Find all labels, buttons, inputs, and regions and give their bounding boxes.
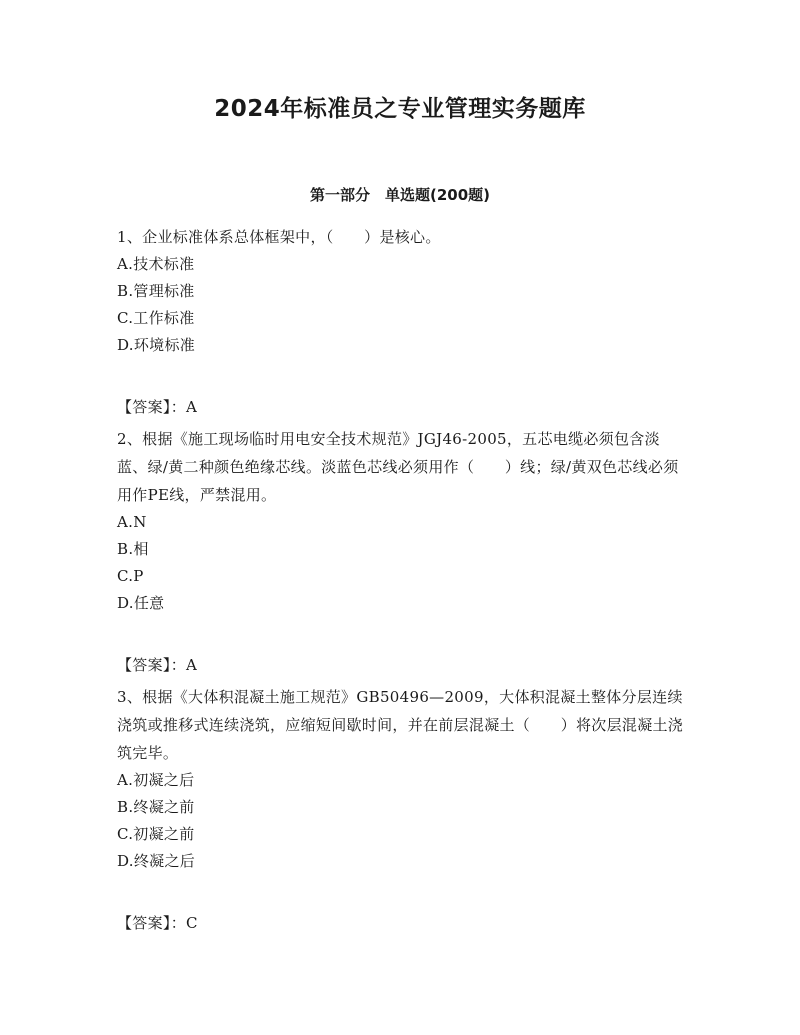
- answer-line: 【答案】：A: [117, 656, 198, 674]
- option-list: [117, 767, 687, 875]
- answer-line: 【答案】：C: [117, 914, 198, 932]
- question-stem: 3、根据《大体积混凝土施工规范》GB50496—2009，大体积混凝土整体分层连续浇筑或推移式连续浇筑，应缩短间歇时间，并在前层混凝土（ ）将次层混凝土浇筑完毕。: [117, 688, 684, 762]
- option-c: C.初凝之前: [117, 825, 195, 843]
- option-d: D.环境标准: [117, 336, 196, 354]
- option-list: [117, 509, 687, 617]
- question-1: [117, 223, 687, 419]
- answer-line: 【答案】：A: [117, 398, 198, 416]
- question-3: [117, 683, 687, 935]
- option-b: B.管理标准: [117, 282, 195, 300]
- option-b: B.终凝之前: [117, 798, 195, 816]
- option-b: B.相: [117, 540, 149, 558]
- section-heading: 第一部分 单选题(200题): [309, 186, 491, 204]
- option-a: A.初凝之后: [117, 771, 195, 789]
- option-c: C.P: [117, 567, 144, 585]
- question-stem: 1、企业标准体系总体框架中，（ ）是核心。: [117, 228, 441, 246]
- option-d: D.终凝之后: [117, 852, 196, 870]
- document-title: 2024年标准员之专业管理实务题库: [214, 96, 586, 122]
- option-list: [117, 251, 687, 359]
- question-stem: 2、根据《施工现场临时用电安全技术规范》JGJ46-2005，五芯电缆必须包含淡蓝、绿/黄二种颜色绝缘芯线。淡蓝色芯线必须用作（ ）线；绿/黄双色芯线必须用作PE线，严禁混用。: [117, 430, 679, 504]
- question-2: [117, 425, 687, 677]
- option-a: A.N: [117, 513, 147, 531]
- option-c: C.工作标准: [117, 309, 195, 327]
- option-a: A.技术标准: [117, 255, 195, 273]
- option-d: D.任意: [117, 594, 165, 612]
